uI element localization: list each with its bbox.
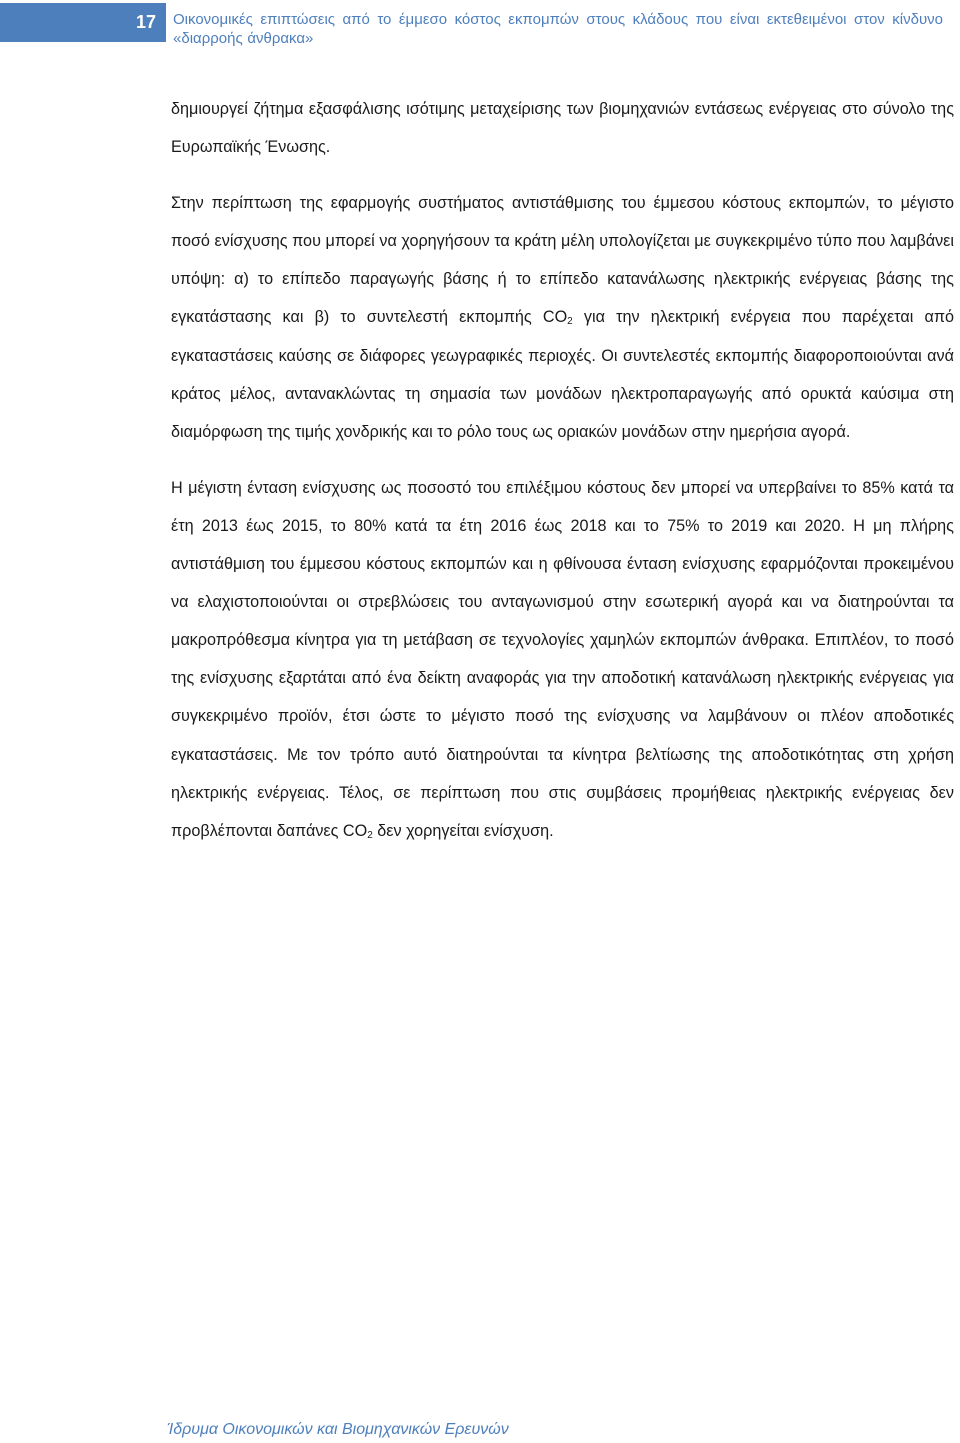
paragraph-3-text-end: δεν χορηγείται ενίσχυση.	[372, 821, 554, 840]
paragraph-1: δημιουργεί ζήτημα εξασφάλισης ισότιμης μεταχείρισης των βιομηχανιών εντάσεως ενέργειας στο σύνολο της Ευρωπαϊκής Ένωσης.	[171, 100, 954, 157]
co2-subscript: 2	[367, 829, 373, 841]
paragraph-2-text-start: Στην περίπτωση της εφαρμογής συστήματος αντιστάθμισης του έμμεσου κόστους εκπομπών, το μέγιστο ποσό ενίσχυσης που μπορεί να χορηγήσουν τα κράτη μέλη υπολογίζεται με συγκεκριμένο τύπο που λαμβάνει υπόψη: α) το επίπεδο παραγωγής βάσης ή το επίπεδο κατανάλωσης ηλεκτρικής ενέργειας βάσης της εγκατάστασης και β) το συντελεστή εκπομπής CO	[171, 194, 954, 327]
footer-institution: Ίδρυμα Οικονομικών και Βιομηχανικών Ερευνών	[167, 1421, 509, 1438]
running-header-title: Οικονομικές επιπτώσεις από το έμμεσο κόστος εκπομπών στους κλάδους που είναι εκτεθειμένοι στον κίνδυνο «διαρροής άνθρακα»	[173, 11, 943, 47]
document-body	[171, 90, 954, 850]
paragraph-2	[171, 184, 954, 451]
paragraph-3-text-start: Η μέγιστη ένταση ενίσχυσης ως ποσοστό του επιλέξιμου κόστους δεν μπορεί να υπερβαίνει το 85% κατά τα έτη 2013 έως 2015, το 80% κατά τα έτη 2016 έως 2018 και το 75% το 2019 και 2020. Η μη πλήρης αντιστάθμιση του έμμεσου κόστους εκπομπών και η φθίνουσα ένταση ενίσχυσης εφαρμόζονται προκειμένου να ελαχιστοποιούνται οι στρεβλώσεις του ανταγωνισμού στην εσωτερική αγορά και να διατηρούνται τα μακροπρόθεσμα κίνητρα για τη μετάβαση σε τεχνολογίες χαμηλών εκπομπών άνθρακα. Επιπλέον, το ποσό της ενίσχυσης εξαρτάται από ένα δείκτη αναφοράς για την αποδοτική κατανάλωση ηλεκτρικής ενέργειας για συγκεκριμένο προϊόν, έτσι ώστε το μέγιστο ποσό της ενίσχυσης να λαμβάνουν οι πλέον αποδοτικές εγκαταστάσεις. Με τον τρόπο αυτό διατηρούνται τα κίνητρα βελτίωσης της αποδοτικότητας στη χρήση ηλεκτρικής ενέργειας. Τέλος, σε περίπτωση που στις συμβάσεις προμήθειας ηλεκτρικής ενέργειας δεν προβλέπονται δαπάνες CO	[171, 478, 954, 840]
paragraph-2-text-end: για την ηλεκτρική ενέργεια που παρέχεται από εγκαταστάσεις καύσης σε διάφορες γεωγραφικές περιοχές. Οι συντελεστές εκπομπής διαφοροποιούνται ανά κράτος μέλος, αντανακλώντας τη σημασία των μονάδων ηλεκτροπαραγωγής από ορυκτά καύσιμα στη διαμόρφωση της τιμής χονδρικής και το ρόλο τους ως οριακών μονάδων στην ημερήσια αγορά.	[171, 308, 954, 441]
co2-subscript: 2	[567, 316, 573, 328]
paragraph-3	[171, 469, 954, 850]
page-number: 17	[0, 3, 166, 42]
